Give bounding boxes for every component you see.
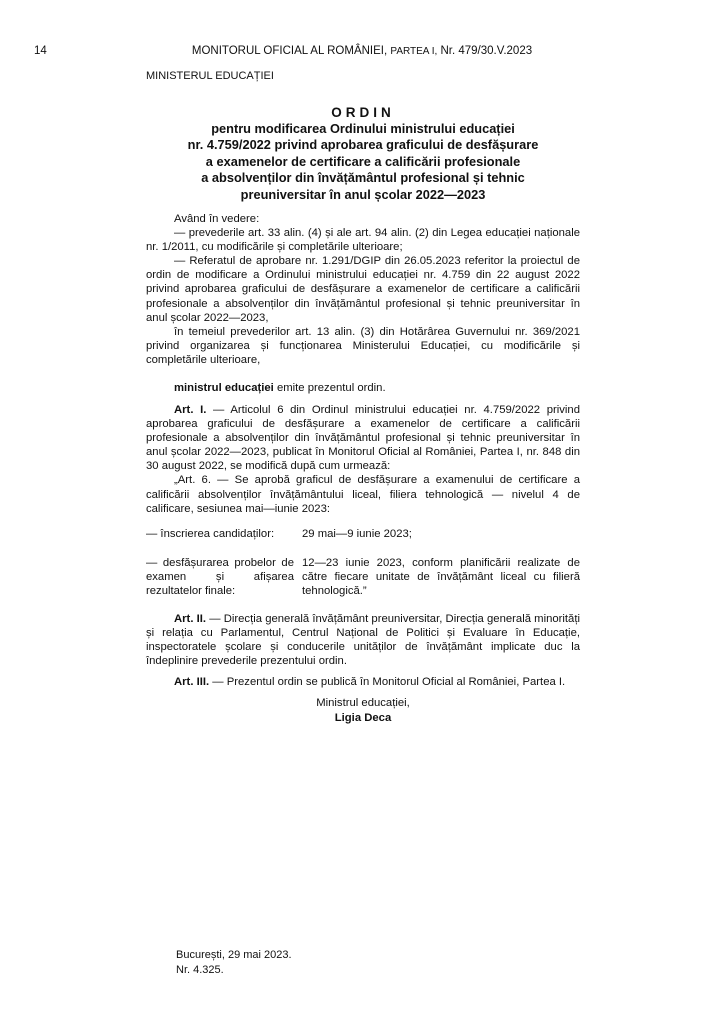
order-title [146, 104, 580, 203]
article-text: — Direcția generală învățământ preuniversitar, Direcția generală minorități și relația cu Parlamentul, Centrul Național de Politici și Evaluare în Educație, inspectoratele școlare și conducerile unităților de învățământ implicate duc la îndeplinire prevederile prezentului ordin. [146, 613, 580, 668]
preamble-item: — prevederile art. 33 alin. (4) și ale art. 94 alin. (2) din Legea educației naționale nr. 1/2011, cu modificările și completările ulterioare; [146, 227, 580, 254]
order-heading: ORDIN [331, 105, 395, 120]
page-number: 14 [34, 45, 47, 57]
header-title: MONITORUL OFICIAL AL ROMÂNIEI, [191, 45, 388, 57]
schedule-activity: — desfășurarea probelor de examen și afișarea rezultatelor finale: [146, 557, 294, 598]
signature-block [146, 696, 580, 726]
page-header [0, 45, 724, 57]
schedule-period: 12—23 iunie 2023, conform planificării realizate de către fiecare unitate de învățământ liceal cu filieră tehnologică.” [302, 557, 580, 598]
order-number: Nr. 4.325. [176, 963, 224, 976]
title-line: a absolvenților din învățământul profesional și tehnic [201, 170, 525, 186]
preamble-intro: Având în vedere: [174, 213, 260, 225]
article-text: — Prezentul ordin se publică în Monitorul Oficial al României, Partea I. [209, 676, 566, 688]
title-line: nr. 4.759/2022 privind aprobarea graficului de desfășurare [187, 137, 539, 153]
order-footer [176, 948, 292, 977]
preamble [146, 212, 580, 367]
header-issue: Nr. 479/30.V.2023 [440, 45, 533, 57]
preamble-item: în temeiul prevederilor art. 13 alin. (3) din Hotărârea Guvernului nr. 369/2021 privind organizarea și funcționarea Ministerului Educației, cu modificările și completările ulterioare, [146, 325, 580, 366]
article-label: Art. II. [174, 613, 207, 625]
article-text: — Articolul 6 din Ordinul ministrului educației nr. 4.759/2022 privind aprobarea graficului de desfășurare a examenelor de certificare a calificării profesionale a absolvenților din învățământul profesional și tehnic preuniversitar în anul școlar 2022—2023, publicat în Monitorul Oficial al României, Partea I, nr. 848 din 30 august 2022, se modifică după cum urmează: [146, 404, 580, 473]
signatory-name: Ligia Deca [334, 712, 392, 724]
issuing-clause [146, 381, 580, 395]
title-line: pentru modificarea Ordinului ministrului educației [211, 121, 515, 136]
article-1 [146, 403, 580, 516]
preamble-item: — Referatul de aprobare nr. 1.291/DGIP din 26.05.2023 referitor la proiectul de ordin de modificare a Ordinului ministrului educației nr. 4.759 din 22 august 2022 privind aprobarea graficului de desfășurare a examenelor de certificare a calificării profesionale a absolvenților din învățământul profesional și tehnic preuniversitar în anul școlar 2022—2023, [146, 255, 580, 324]
issuing-text: emite prezentul ordin. [273, 382, 386, 394]
title-line: a examenelor de certificare a calificării profesionale [205, 153, 521, 169]
article-label: Art. III. [174, 676, 210, 688]
article-quote: „Art. 6. — Se aprobă graficul de desfășurare a examenului de certificare a calificării absolvenților învățământului liceal, filiera tehnologică — nivelul 4 de calificare, sesiunea mai—iunie 2023: [146, 474, 580, 515]
schedule-activity: — înscrierea candidaților: [146, 528, 275, 540]
place-date: București, 29 mai 2023. [176, 949, 292, 961]
title-line: preuniversitar în anul școlar 2022—2023 [240, 186, 486, 202]
article-label: Art. I. [174, 404, 207, 416]
signatory-role: Ministrul educației, [316, 697, 410, 709]
schedule-period: 29 mai—9 iunie 2023; [302, 528, 412, 540]
article-2 [146, 612, 580, 668]
ministry-name: MINISTERUL EDUCAȚIEI [146, 70, 274, 82]
issuing-authority: ministrul educației [174, 382, 274, 394]
header-part: PARTEA I, [390, 46, 438, 57]
article-3 [146, 675, 580, 689]
